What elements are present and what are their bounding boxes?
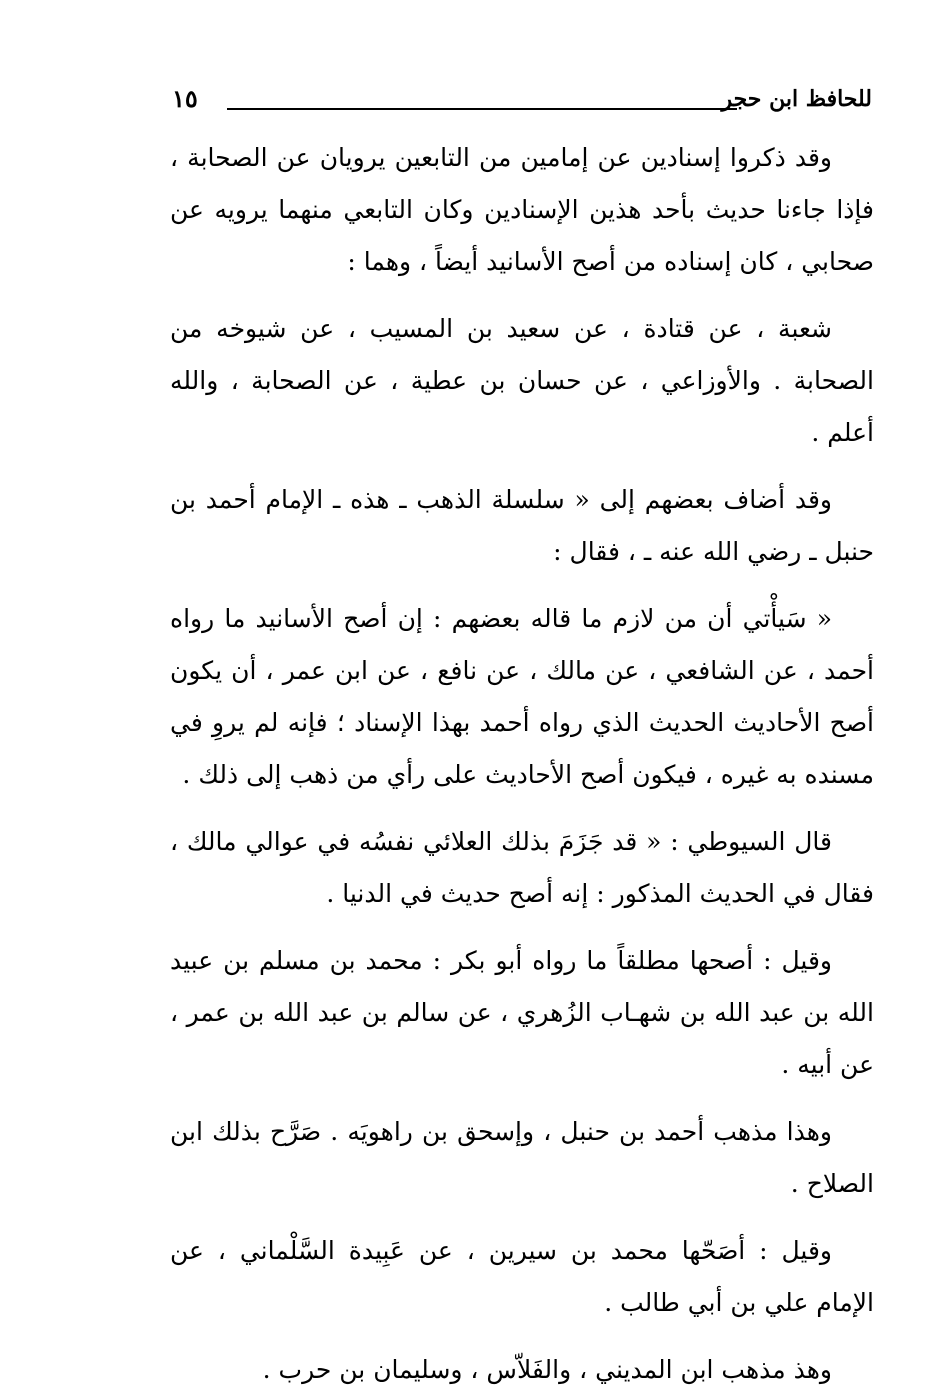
body-text: [170, 132, 874, 1396]
page-header: [172, 80, 872, 120]
page-number: ١٥: [172, 84, 198, 113]
paragraph: وقد ذكروا إسنادين عن إمامين من التابعين يرويان عن الصحابة ، فإذا جاءنا حديث بأحد هذين الإسنادين وكان التابعي منهما يرويه عن صحابي ، كان إسناده من أصح الأسانيد أيضاً ، وهما :: [170, 143, 874, 276]
paragraph: وقيل : أصحها مطلقاً ما رواه أبو بكر : محمد بن مسلم بن عبيد الله بن عبد الله بن شهـاب الزُهري ، عن سالم بن عبد الله بن عمر ، عن أبيه .: [170, 946, 874, 1079]
paragraph: قال السيوطي : « قد جَزَمَ بذلك العلائي نفسُه في عوالي مالك ، فقال في الحديث المذكور : إنه أصح حديث في الدنيا .: [170, 827, 874, 908]
paragraph: وقيل : أصَحّها محمد بن سيرين ، عن عَبِيدة السَّلْماني ، عن الإمام علي بن أبي طالب .: [170, 1236, 874, 1317]
paragraph: وهذا مذهب أحمد بن حنبل ، وإسحق بن راهويَه . صَرَّح بذلك ابن الصلاح .: [170, 1117, 874, 1198]
paragraph: وقد أضاف بعضهم إلى « سلسلة الذهب ـ هذه ـ الإمام أحمد بن حنبل ـ رضي الله عنه ـ ، فقال :: [170, 485, 874, 566]
paragraph: « سَيأْتي أن من لازم ما قاله بعضهم : إن أصح الأسانيد ما رواه أحمد ، عن الشافعي ، عن مالك ، عن نافع ، عن ابن عمر ، أن يكون أصح الأحاديث الحديث الذي رواه أحمد بهذا الإسناد ؛ فإنه لم يروِ في مسنده به غيره ، فيكون أصح الأحاديث على رأي من ذهب إلى ذلك .: [170, 604, 874, 789]
running-title: للحافظ ابن حجر: [721, 86, 872, 112]
header-rule: [227, 108, 737, 110]
paragraph: شعبة ، عن قتادة ، عن سعيد بن المسيب ، عن شيوخه من الصحابة . والأوزاعي ، عن حسان بن عطية ، عن الصحابة ، والله أعلم .: [170, 314, 874, 447]
paragraph: وهذ مذهب ابن المديني ، والفَلاّس ، وسليمان بن حرب .: [262, 1355, 832, 1384]
